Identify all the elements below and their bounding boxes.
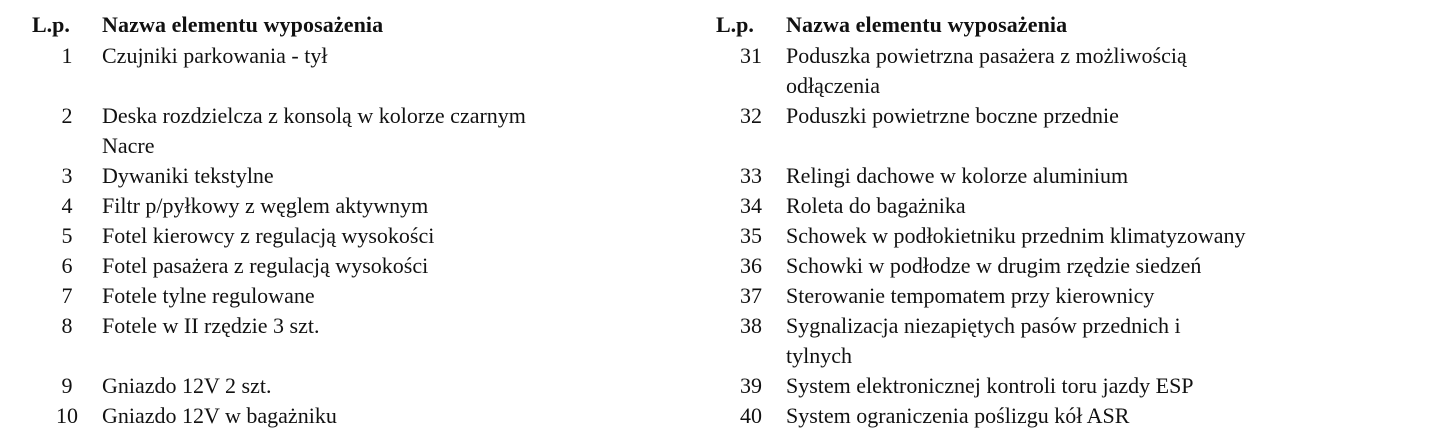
row-item-line: odłączenia: [786, 73, 881, 98]
left-rows: [32, 41, 672, 431]
right-rows: [716, 41, 1416, 431]
table-row: [716, 251, 1416, 281]
row-item-name: [102, 221, 672, 251]
row-number: 8: [61, 313, 73, 338]
table-row: [32, 161, 672, 191]
left-equipment-column: [32, 10, 672, 431]
row-item-name: [786, 401, 1416, 431]
row-item-name: [786, 281, 1416, 311]
row-item-name: [102, 401, 672, 431]
table-row: [32, 401, 672, 431]
row-number: 40: [740, 403, 762, 428]
row-number: 3: [61, 163, 73, 188]
row-item-name: [786, 161, 1416, 191]
row-number: 7: [61, 283, 73, 308]
row-item-name: [102, 311, 672, 341]
table-row: [32, 251, 672, 281]
left-table-header: [32, 10, 672, 40]
table-row: [716, 101, 1416, 161]
table-row: [32, 41, 672, 101]
row-number: 10: [56, 403, 78, 428]
row-item-line: Fotele tylne regulowane: [102, 283, 315, 308]
table-row: [32, 311, 672, 371]
row-number: 39: [740, 373, 762, 398]
row-number: 34: [740, 193, 762, 218]
row-number: 38: [740, 313, 762, 338]
row-number: 1: [61, 43, 73, 68]
row-item-line: Sygnalizacja niezapiętych pasów przednich i: [786, 313, 1181, 338]
table-row: [716, 41, 1416, 101]
table-row: [32, 371, 672, 401]
row-item-line: Schowki w podłodze w drugim rzędzie siedzeń: [786, 253, 1202, 278]
row-item-name: [786, 41, 1416, 101]
row-item-line: Nacre: [102, 133, 155, 158]
row-item-line: Fotele w II rzędzie 3 szt.: [102, 313, 320, 338]
row-item-name: [786, 311, 1416, 371]
row-item-line: tylnych: [786, 343, 852, 368]
row-item-line: Fotel kierowcy z regulacją wysokości: [102, 223, 435, 248]
row-item-line: Gniazdo 12V 2 szt.: [102, 373, 272, 398]
header-lp: L.p.: [716, 12, 754, 37]
row-item-name: [786, 221, 1416, 251]
row-number: 2: [61, 103, 73, 128]
row-number: 6: [61, 253, 73, 278]
table-row: [32, 191, 672, 221]
row-item-name: [102, 41, 672, 71]
row-item-name: [102, 281, 672, 311]
table-row: [32, 281, 672, 311]
row-number: 5: [61, 223, 73, 248]
row-number: 9: [61, 373, 73, 398]
row-number: 36: [740, 253, 762, 278]
right-table-header: [716, 10, 1416, 40]
row-item-name: [102, 191, 672, 221]
row-item-name: [786, 251, 1416, 281]
row-item-name: [786, 371, 1416, 401]
row-item-line: Czujniki parkowania - tył: [102, 43, 328, 68]
row-item-line: Deska rozdzielcza z konsolą w kolorze czarnym: [102, 103, 526, 128]
header-item-name: Nazwa elementu wyposażenia: [786, 12, 1068, 37]
row-item-name: [102, 371, 672, 401]
row-item-line: Filtr p/pyłkowy z węglem aktywnym: [102, 193, 429, 218]
row-item-line: Roleta do bagażnika: [786, 193, 966, 218]
table-row: [32, 221, 672, 251]
row-item-name: [102, 101, 672, 161]
row-item-line: Fotel pasażera z regulacją wysokości: [102, 253, 429, 278]
row-number: 31: [740, 43, 762, 68]
table-row: [716, 371, 1416, 401]
row-item-line: Schowek w podłokietniku przednim klimatyzowany: [786, 223, 1246, 248]
table-row: [32, 101, 672, 161]
row-number: 33: [740, 163, 762, 188]
row-item-line: System elektronicznej kontroli toru jazdy ESP: [786, 373, 1194, 398]
row-item-line: Poduszka powietrzna pasażera z możliwością: [786, 43, 1187, 68]
row-item-line: Poduszki powietrzne boczne przednie: [786, 103, 1119, 128]
table-row: [716, 191, 1416, 221]
row-item-name: [786, 191, 1416, 221]
row-item-line: Dywaniki tekstylne: [102, 163, 274, 188]
row-item-line: Gniazdo 12V w bagażniku: [102, 403, 337, 428]
table-row: [716, 401, 1416, 431]
row-number: 4: [61, 193, 73, 218]
header-item-name: Nazwa elementu wyposażenia: [102, 12, 384, 37]
table-row: [716, 311, 1416, 371]
row-item-line: Relingi dachowe w kolorze aluminium: [786, 163, 1129, 188]
header-lp: L.p.: [32, 12, 70, 37]
row-item-name: [102, 251, 672, 281]
row-number: 35: [740, 223, 762, 248]
row-number: 37: [740, 283, 762, 308]
row-item-name: [786, 101, 1416, 131]
table-row: [716, 221, 1416, 251]
right-equipment-column: [716, 10, 1416, 431]
row-item-name: [102, 161, 672, 191]
row-number: 32: [740, 103, 762, 128]
table-row: [716, 281, 1416, 311]
table-row: [716, 161, 1416, 191]
row-item-line: Sterowanie tempomatem przy kierownicy: [786, 283, 1155, 308]
row-item-line: System ograniczenia poślizgu kół ASR: [786, 403, 1130, 428]
